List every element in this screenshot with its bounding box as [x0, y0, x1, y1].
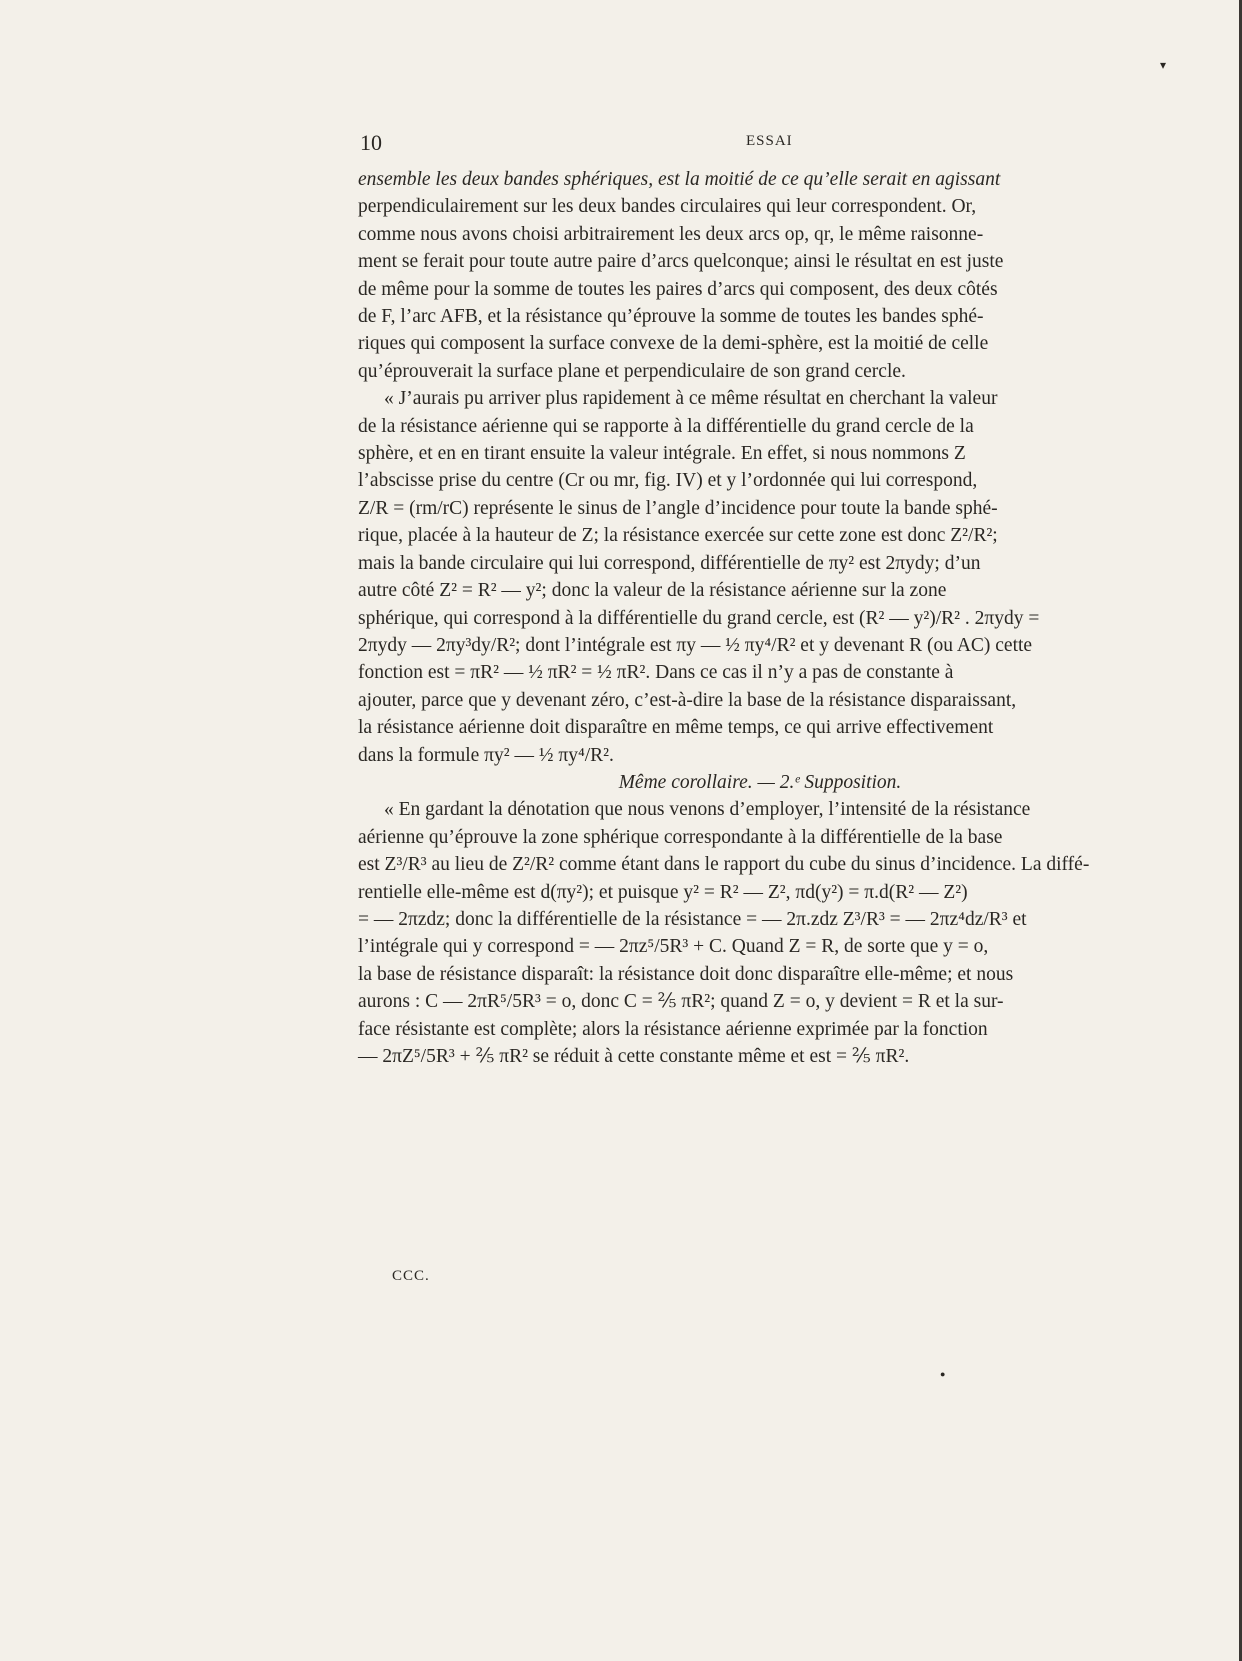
text-line: qu’éprouverait la surface plane et perpendiculaire de son grand cercle.: [358, 360, 906, 382]
page-header: [360, 130, 1160, 154]
body-text: [358, 166, 1162, 1070]
text-line: de même pour la somme de toutes les paires d’arcs qui composent, des deux côtés: [358, 278, 998, 300]
text-line: ment se ferait pour toute autre paire d’arcs quelconque; ainsi le résultat en est juste: [358, 251, 1004, 273]
paragraph-3: [358, 796, 1162, 1070]
text-line: ensemble les deux bandes sphériques, est la moitié de ce qu’elle serait en agissant: [358, 169, 1001, 190]
page-number: 10: [360, 130, 382, 155]
signature-mark: CCC.: [392, 1268, 430, 1284]
text-line: perpendiculairement sur les deux bandes circulaires qui leur correspondent. Or,: [358, 196, 977, 218]
text-line: aérienne qu’éprouve la zone sphérique correspondante à la différentielle de la base: [358, 826, 1003, 848]
text-line: de F, l’arc AFB, et la résistance qu’éprouve la somme de toutes les bandes sphé-: [358, 306, 984, 328]
text-line: la résistance aérienne doit disparaître en même temps, ce qui arrive effectivement: [358, 717, 994, 739]
running-title: ESSAI: [746, 133, 793, 149]
text-line: rentielle elle-même est d(πy²); et puisque y² = R² — Z², πd(y²) = π.d(R² — Z²): [358, 881, 968, 903]
text-line: autre côté Z² = R² — y²; donc la valeur de la résistance aérienne sur la zone: [358, 580, 947, 602]
text-line: la base de résistance disparaît: la résistance doit donc disparaître elle-même; et nous: [358, 963, 1014, 985]
paragraph-1: [358, 166, 1162, 385]
text-line: comme nous avons choisi arbitrairement les deux arcs op, qr, le même raisonne-: [358, 223, 984, 245]
text-line: « En gardant la dénotation que nous venons d’employer, l’intensité de la résistance: [384, 799, 1031, 821]
text-line: — 2πZ⁵/5R³ + ⅖ πR² se réduit à cette constante même et est = ⅖ πR².: [358, 1046, 910, 1067]
text-line: ajouter, parce que y devenant zéro, c’est-à-dire la base de la résistance disparaissant,: [358, 689, 1017, 711]
text-line: fonction est = πR² — ½ πR² = ½ πR². Dans ce cas il n’y a pas de constante à: [358, 662, 954, 684]
text-line: aurons : C — 2πR⁵/5R³ = o, donc C = ⅖ πR²; quand Z = o, y devient = R et la sur-: [358, 991, 1004, 1013]
text-line: sphère, et en en tirant ensuite la valeur intégrale. En effet, si nous nommons Z: [358, 443, 966, 465]
text-line: l’abscisse prise du centre (Cr ou mr, fig. IV) et y l’ordonnée qui lui correspond,: [358, 470, 978, 492]
text-line: sphérique, qui correspond à la différentielle du grand cercle, est (R² — y²)/R² . 2πydy =: [358, 607, 1040, 629]
margin-mark: ▾: [1160, 58, 1167, 72]
text-line: de la résistance aérienne qui se rapporte à la différentielle du grand cercle de la: [358, 415, 974, 437]
section-heading: Même corollaire. — 2.ᵉ Supposition.: [618, 771, 902, 793]
text-line: riques qui composent la surface convexe de la demi-sphère, est la moitié de celle: [358, 333, 989, 355]
margin-dot: ●: [940, 1369, 946, 1379]
text-line: face résistante est complète; alors la résistance aérienne exprimée par la fonction: [358, 1018, 988, 1040]
text-line: mais la bande circulaire qui lui correspond, différentielle de πy² est 2πydy; d’un: [358, 552, 981, 574]
text-line: Z/R = (rm/rC) représente le sinus de l’angle d’incidence pour toute la bande sphé-: [358, 497, 998, 519]
text-line: est Z³/R³ au lieu de Z²/R² comme étant dans le rapport du cube du sinus d’incidence. La diffé-: [358, 854, 1090, 876]
text-line: rique, placée à la hauteur de Z; la résistance exercée sur cette zone est donc Z²/R²;: [358, 525, 998, 547]
text-line: « J’aurais pu arriver plus rapidement à ce même résultat en cherchant la valeur: [384, 388, 998, 410]
paragraph-2: [358, 385, 1162, 769]
text-line: = — 2πzdz; donc la différentielle de la résistance = — 2π.zdz Z³/R³ = — 2πz⁴dz/R³ et: [358, 908, 1027, 930]
text-line: dans la formule πy² — ½ πy⁴/R².: [358, 744, 614, 766]
text-line: 2πydy — 2πy³dy/R²; dont l’intégrale est πy — ½ πy⁴/R² et y devenant R (ou AC) cette: [358, 634, 1033, 656]
text-line: l’intégrale qui y correspond = — 2πz⁵/5R³ + C. Quand Z = R, de sorte que y = o,: [358, 936, 989, 958]
